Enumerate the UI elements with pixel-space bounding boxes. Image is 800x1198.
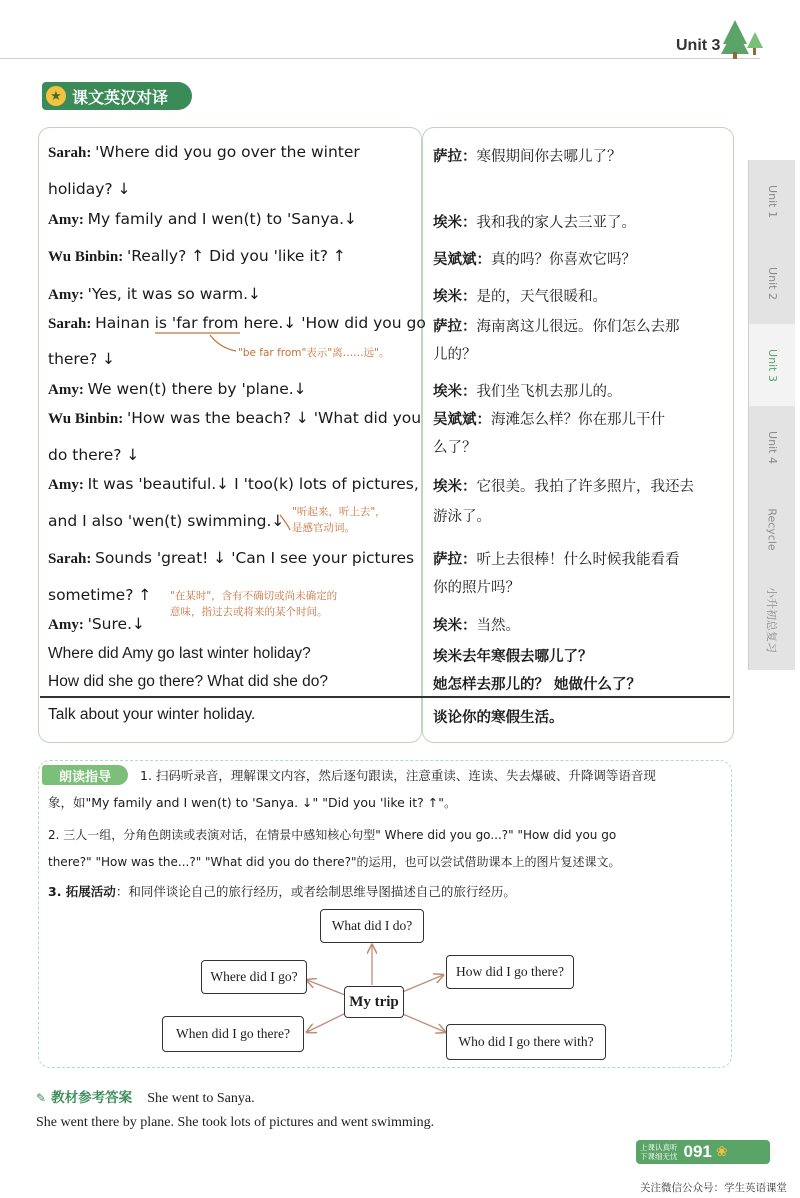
mindmap-center: My trip: [344, 986, 404, 1018]
mindmap-node-who: Who did I go there with?: [446, 1024, 606, 1060]
dialogue-line-zh: 吴斌斌：真的吗？你喜欢它吗？: [433, 252, 636, 268]
dialogue-line-en-cont: do there? ↓: [48, 446, 140, 464]
wechat-footer: 关注微信公众号：学生英语课堂: [640, 1182, 787, 1194]
question-en: How did she go there? What did she do?: [48, 673, 329, 690]
badge-slogan-2: 下课细无忧: [640, 1152, 678, 1161]
dialogue-line-en: Wu Binbin: 'How was the beach? ↓ 'What did you: [48, 409, 422, 427]
leaf-icon: ❀: [715, 1144, 728, 1160]
mindmap-node-how: How did I go there?: [446, 955, 574, 989]
dialogue-line-zh-cont: 么了？: [433, 440, 477, 456]
side-tab-unit-3[interactable]: Unit 3: [748, 324, 795, 406]
header-unit-label: Unit 3: [676, 37, 721, 54]
mindmap-node-where: Where did I go?: [201, 960, 307, 994]
dialogue-line-zh: 埃米：它很美。我拍了许多照片，我还去: [433, 479, 694, 495]
dialogue-line-zh: 埃米：我们坐飞机去那儿的。: [433, 384, 622, 400]
dialogue-line-en: Amy: We wen(t) there by 'plane.↓: [48, 380, 307, 398]
dialogue-line-en-cont: there? ↓: [48, 350, 116, 368]
dialogue-line-zh-cont: 游泳了。: [433, 509, 491, 525]
side-tab-unit-2[interactable]: Unit 2: [748, 242, 795, 324]
star-badge-icon: ★: [46, 86, 66, 106]
answer-line-2: She went there by plane. She took lots of pictures and went swimming.: [36, 1115, 435, 1130]
question-zh: 埃米去年寒假去哪儿了？: [433, 649, 593, 665]
dialogue-line-en: Amy: 'Sure.↓: [48, 615, 145, 633]
answer-label: 教材参考答案: [51, 1090, 133, 1106]
note-sounds-1: "听起来，听上去"，: [292, 506, 386, 518]
dialogue-line-en: Amy: It was 'beautiful.↓ I 'too(k) lots of pictures,: [48, 475, 419, 493]
note-sometime-1: "在某时"，含有不确切或尚未确定的: [170, 590, 338, 602]
dialogue-line-zh: 吴斌斌：海滩怎么样？你在那儿干什: [433, 412, 665, 428]
dialogue-line-zh: 埃米：是的，天气很暖和。: [433, 289, 607, 305]
dialogue-line-en: Sarah: Hainan is 'far from here.↓ 'How did you go: [48, 314, 426, 332]
note-far-from: "be far from"表示"离……远"。: [238, 347, 390, 359]
side-tab-review[interactable]: 小升初总复习: [748, 570, 795, 670]
reading-guide-label: 朗读指导: [42, 765, 128, 785]
pencil-icon: ✎: [36, 1091, 47, 1105]
dialogue-line-zh: 埃米：当然。: [433, 618, 520, 634]
dialogue-line-zh: 萨拉：听上去很棒！什么时候我能看看: [433, 552, 680, 568]
page-number: 091: [683, 1142, 712, 1161]
question-zh: 她怎样去那儿的？ 她做什么了？: [433, 677, 642, 693]
dialogue-line-en: Sarah: 'Where did you go over the winter: [48, 143, 360, 161]
section-title: 课文英汉对译: [72, 87, 169, 107]
side-tab-recycle[interactable]: Recycle: [748, 488, 795, 570]
guide-para-2b: there?" "How was the...?" "What did you do there?"的运用，也可以尝试借助课本上的图片复述课文。: [48, 855, 621, 869]
dialogue-line-zh-cont: 你的照片吗？: [433, 580, 520, 596]
guide-para-2a: 2. 三人一组，分角色朗读或表演对话，在情景中感知核心句型" Where did you go...?" "How did you go: [48, 828, 617, 842]
note-sounds-2: 是感官动词。: [292, 522, 355, 534]
badge-slogan-1: 上课认真听: [640, 1143, 678, 1152]
dialogue-line-en: Amy: My family and I wen(t) to 'Sanya.↓: [48, 210, 358, 228]
note-sometime-2: 意味，指过去或将来的某个时间。: [170, 606, 328, 618]
page-badge: [636, 1140, 770, 1164]
dialogue-line-zh: 萨拉：海南离这儿很远。你们怎么去那: [433, 319, 680, 335]
side-tab-unit-4[interactable]: Unit 4: [748, 406, 795, 488]
side-tab-unit-1[interactable]: Unit 1: [748, 160, 795, 242]
mindmap-node-what: What did I do?: [320, 909, 424, 943]
mindmap-node-when: When did I go there?: [162, 1016, 304, 1052]
task-en: Talk about your winter holiday.: [48, 706, 256, 723]
answer-text-1: She went to Sanya.: [147, 1091, 255, 1106]
dialogue-line-zh-cont: 儿的？: [433, 347, 477, 363]
guide-para-1a: 1. 扫码听录音，理解课文内容，然后逐句跟读，注意重读、连读、失去爆破、升降调等语音现: [140, 768, 656, 783]
guide-para-1b: 象，如"My family and I wen(t) to 'Sanya. ↓" "Did you 'like it? ↑"。: [48, 795, 457, 810]
dialogue-line-en: Sarah: Sounds 'great! ↓ 'Can I see your pictures: [48, 549, 415, 567]
task-zh: 谈论你的寒假生活。: [433, 710, 564, 726]
dialogue-line-en-cont: holiday? ↓: [48, 180, 131, 198]
dialogue-line-zh: 埃米：我和我的家人去三亚了。: [433, 215, 636, 231]
dialogue-line-en: Amy: 'Yes, it was so warm.↓: [48, 285, 261, 303]
dialogue-line-en: Wu Binbin: 'Really? ↑ Did you 'like it? ↑: [48, 247, 346, 265]
answer-line-1: [36, 1086, 255, 1107]
dialogue-line-zh: 萨拉：寒假期间你去哪儿了？: [433, 149, 622, 165]
dialogue-line-en-cont: sometime? ↑: [48, 586, 152, 604]
guide-para-3: 3. 拓展活动：和同伴谈论自己的旅行经历，或者绘制思维导图描述自己的旅行经历。: [48, 884, 516, 899]
question-en: Where did Amy go last winter holiday?: [48, 645, 311, 662]
dialogue-line-en-cont: and I also 'wen(t) swimming.↓: [48, 512, 285, 530]
